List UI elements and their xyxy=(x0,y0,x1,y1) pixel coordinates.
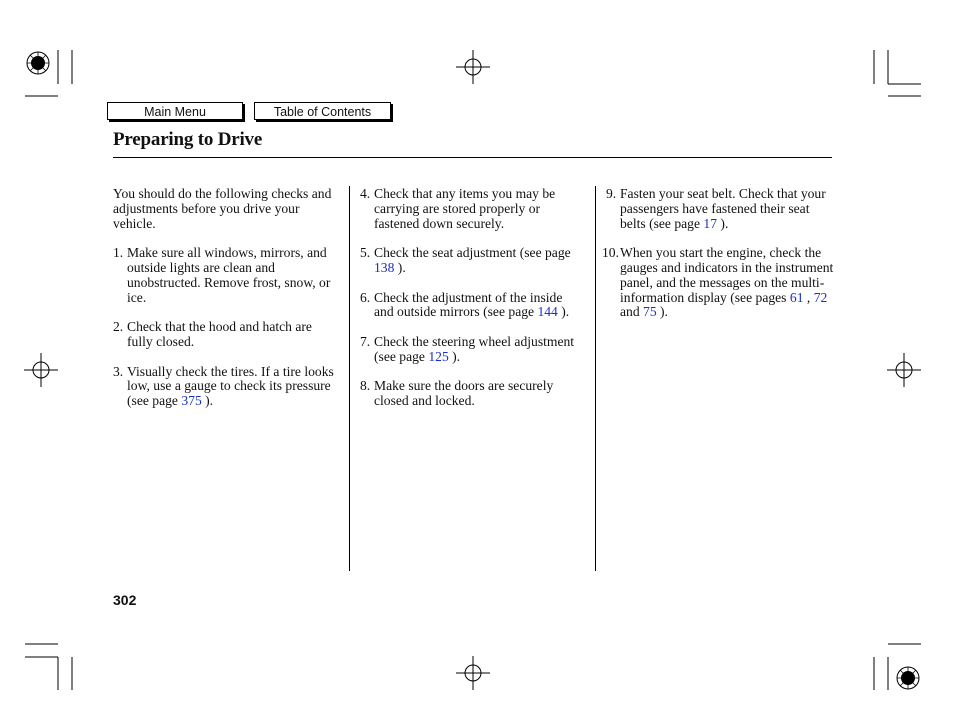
column-divider xyxy=(349,186,350,571)
main-menu-button[interactable]: Main Menu xyxy=(107,102,243,120)
table-of-contents-button[interactable]: Table of Contents xyxy=(254,102,391,120)
page-link[interactable]: 138 xyxy=(374,259,395,275)
list-item: 5. Check the seat adjustment (see page 138 ). xyxy=(360,245,571,275)
page-link[interactable]: 375 xyxy=(181,393,202,409)
list-item: 2. Check that the hood and hatch are fully closed. xyxy=(113,319,312,349)
intro-text: You should do the following checks and adjustments before you drive your vehicle. xyxy=(113,186,332,231)
list-item: 7. Check the steering wheel adjustment (see page 125 ). xyxy=(360,333,575,364)
page-number: 302 xyxy=(113,592,137,608)
column-2 xyxy=(360,187,582,424)
column-1 xyxy=(113,187,341,424)
registration-target-icon xyxy=(897,667,919,689)
page-link[interactable]: 125 xyxy=(428,348,449,364)
registration-target-icon xyxy=(27,52,49,74)
page-link[interactable]: 61 xyxy=(789,289,804,305)
list-item: 6. Check the adjustment of the inside and outside mirrors (see page 144 ). xyxy=(360,289,570,320)
column-3 xyxy=(602,187,834,335)
title-divider xyxy=(113,157,832,158)
list-item: 3. Visually check the tires. If a tire looks low, use a gauge to check its pressure (see page 375 ). xyxy=(113,363,334,409)
list-item: 9. Fasten your seat belt. Check that your passengers have fastened their seat belts (see page 17 ). xyxy=(606,186,826,231)
page-title: Preparing to Drive xyxy=(113,129,263,150)
list-item: 8. Make sure the doors are securely closed and locked. xyxy=(360,378,554,409)
list-item: 4. Check that any items you may be carrying are stored properly or fastened down securely. xyxy=(360,186,556,231)
page-link[interactable]: 72 xyxy=(813,289,828,305)
column-divider xyxy=(595,186,596,571)
list-item: 1. Make sure all windows, mirrors, and outside lights are clean and unobstructed. Remove frost, snow, or ice. xyxy=(113,245,331,305)
page-link[interactable]: 75 xyxy=(643,304,657,320)
list-item: 10. When you start the engine, check the gauges and indicators in the instrument panel, and the messages on the multi-information display (see pages 61 , 72 and 75 ). xyxy=(602,245,834,320)
page-link[interactable]: 144 xyxy=(537,304,558,320)
page-link[interactable]: 17 xyxy=(703,215,718,231)
